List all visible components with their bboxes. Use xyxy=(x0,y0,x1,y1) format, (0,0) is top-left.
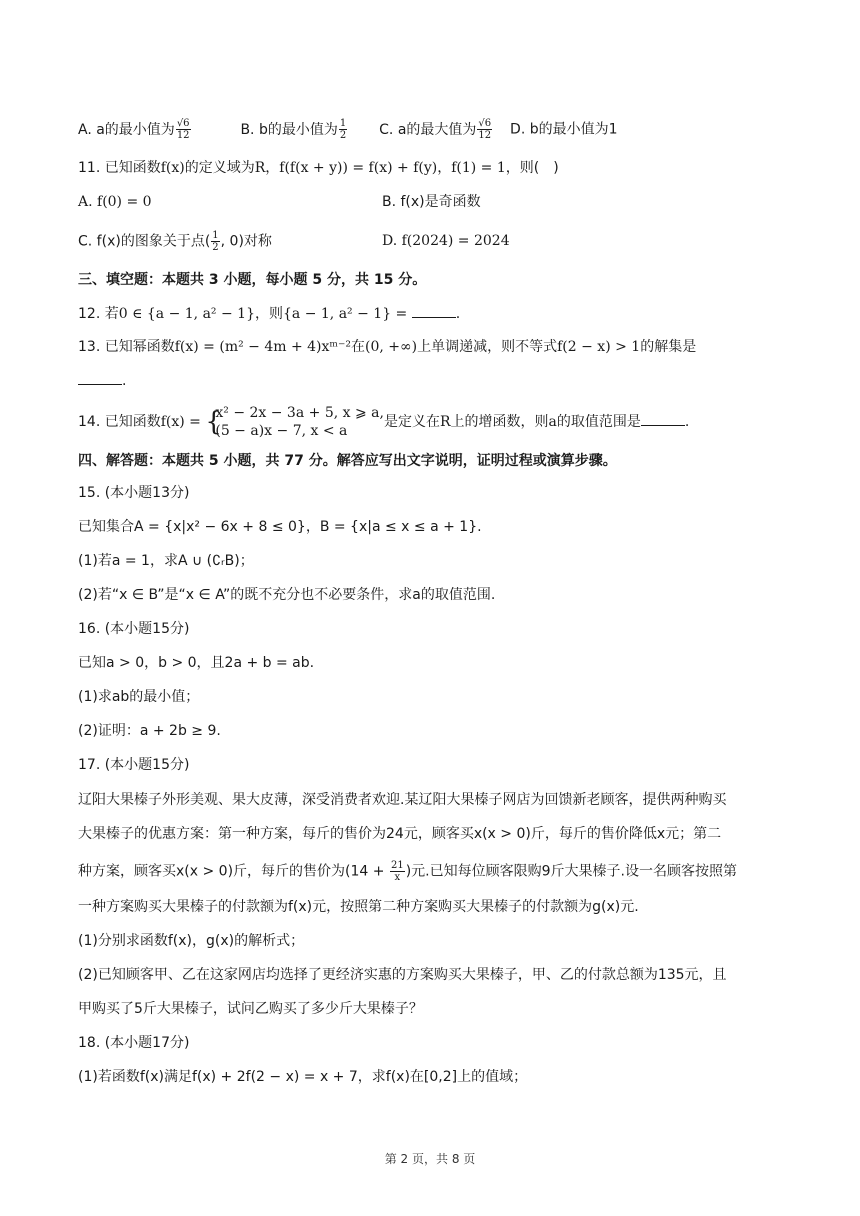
q13: 13. 已知幂函数f(x) = (m² − 4m + 4)xᵐ⁻²在(0, +∞)上单调递减，则不等式f(2 − x) > 1的解集是 xyxy=(78,339,697,355)
q18-heading: 18. (本小题17分) xyxy=(78,1035,190,1051)
q13-blank-line: . xyxy=(78,370,126,391)
q12-answer-blank xyxy=(412,303,456,318)
q10-option-c: C. a的最大值为 $\frac{√6}{12}$ xyxy=(379,118,492,141)
q17-line-6: (2)已知顾客甲、乙在这家网店均选择了更经济实惠的方案购买大果榛子，甲、乙的付款总额为135元，且 xyxy=(78,967,727,983)
q11-option-c: C. f(x)的图象关于点( $\frac{1}{2}$ , 0)对称 xyxy=(78,230,272,253)
q16-line-3: (2)证明：a + 2b ≥ 9. xyxy=(78,723,221,739)
q12: 12. 若0 ∈ {a − 1, a² − 1}，则{a − 1, a² − 1} = . xyxy=(78,303,460,324)
q16-line-1: 已知a > 0，b > 0，且2a + b = ab. xyxy=(78,655,315,671)
q10-option-d: D. b的最小值为1 xyxy=(510,121,618,138)
q17-line-4: 一种方案购买大果榛子的付款额为f(x)元，按照第二种方案购买大果榛子的付款额为g(x)元. xyxy=(78,899,639,915)
q11-option-a: A. f(0) = 0 xyxy=(78,194,152,210)
piecewise-brace: { x² − 2x − 3a + 5, x ⩾ a, (5 − a)x − 7, x < a xyxy=(205,405,384,439)
q13-answer-blank xyxy=(78,370,122,385)
q17-line-1: 辽阳大果榛子外形美观、果大皮薄，深受消费者欢迎.某辽阳大果榛子网店为回馈新老顾客，提供两种购买 xyxy=(78,792,727,808)
q17-line-5: (1)分别求函数f(x)，g(x)的解析式； xyxy=(78,933,305,949)
q17-line-7: 甲购买了5斤大果榛子，试问乙购买了多少斤大果榛子？ xyxy=(78,1001,423,1017)
q16-line-2: (1)求ab的最小值； xyxy=(78,689,200,705)
q11-option-b: B. f(x)是奇函数 xyxy=(382,194,481,210)
q14: 14. 已知函数f(x) = { x² − 2x − 3a + 5, x ⩾ a, (5 − a)x − 7, x < a 是定义在R上的增函数，则a的取值范围是 . xyxy=(78,405,690,439)
q17-line-2: 大果榛子的优惠方案：第一种方案，每斤的售价为24元，顾客买x(x > 0)斤，每斤的售价降低x元；第二 xyxy=(78,826,722,842)
q11-stem: 11. 已知函数f(x)的定义域为R，f(f(x + y)) = f(x) + f(y)，f(1) = 1，则( ) xyxy=(78,160,559,176)
section-3-heading: 三、填空题：本题共 3 小题，每小题 5 分，共 15 分。 xyxy=(78,272,427,288)
q15-line-1: 已知集合A = {x|x² − 6x + 8 ≤ 0}，B = {x|a ≤ x ≤ a + 1}. xyxy=(78,519,482,535)
q14-answer-blank xyxy=(641,411,685,426)
q17-line-3: 种方案，顾客买x(x > 0)斤，每斤的售价为(14 + $\frac{21}{x}$ )元.已知每位顾客限购9斤大果榛子.设一名顾客按照第 xyxy=(78,860,737,883)
q11-option-d: D. f(2024) = 2024 xyxy=(382,233,510,249)
page-footer: 第 2 页，共 8 页 xyxy=(384,1152,476,1166)
section-4-heading: 四、解答题：本题共 5 小题，共 77 分。解答应写出文字说明，证明过程或演算步骤。 xyxy=(78,453,617,469)
q16-heading: 16. (本小题15分) xyxy=(78,621,190,637)
q15-line-3: (2)若“x ∈ B”是“x ∈ A”的既不充分也不必要条件，求a的取值范围. xyxy=(78,587,496,603)
q15-line-2: (1)若a = 1，求A ∪ (∁ᵣB)； xyxy=(78,553,254,569)
q17-heading: 17. (本小题15分) xyxy=(78,757,190,773)
q10-options xyxy=(78,118,618,141)
q15-heading: 15. (本小题13分) xyxy=(78,485,190,501)
q10-option-b: B. b的最小值为 $\frac{1}{2}$ xyxy=(240,118,347,141)
q18-line-1: (1)若函数f(x)满足f(x) + 2f(2 − x) = x + 7，求f(x)在[0,2]上的值域； xyxy=(78,1069,528,1085)
q10-option-a: A. a的最小值为 $\frac{√6}{12}$ xyxy=(78,118,190,141)
